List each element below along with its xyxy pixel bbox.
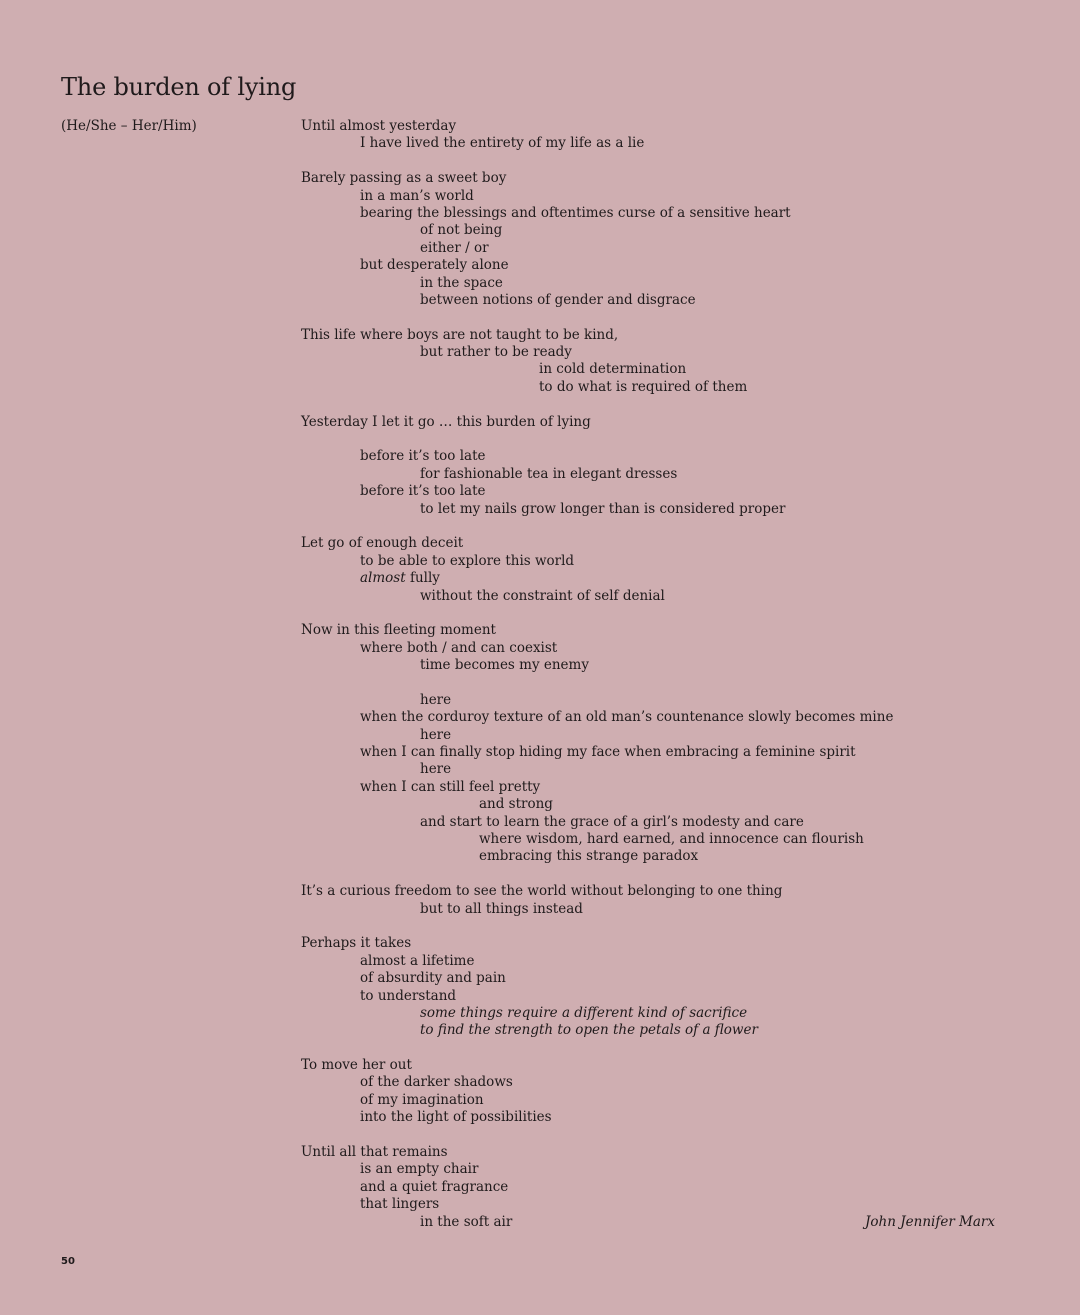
poem-subtitle: (He/She – Her/Him) [61, 118, 197, 134]
poem-line [301, 466, 1041, 483]
poem-line-text: Yesterday I let it go … this burden of lying [301, 413, 591, 430]
poem-line [301, 622, 1041, 639]
poem-line-text: Now in this fleeting moment [301, 622, 496, 639]
poem-line [301, 118, 1041, 135]
poem-body [301, 118, 1041, 1231]
poem-line-text: to understand [360, 987, 457, 1004]
stanza-break [301, 396, 1041, 413]
poem-line-text: here [420, 761, 452, 778]
stanza-break [301, 918, 1041, 935]
poem-line [301, 275, 1041, 292]
poem-line [301, 379, 1041, 396]
stanza-break [301, 675, 1041, 692]
poem-line-text: when the corduroy texture of an old man’s countenance slowly becomes mine [360, 709, 894, 726]
poem-line-text: in a man’s world [360, 187, 474, 204]
poem-line [301, 292, 1041, 309]
poem-line-text: and a quiet fragrance [360, 1178, 509, 1195]
poem-title: The burden of lying [61, 73, 297, 101]
poem-line [301, 501, 1041, 518]
stanza-break [301, 518, 1041, 535]
poem-line-text: for fashionable tea in elegant dresses [420, 465, 678, 482]
poem-line [301, 901, 1041, 918]
poem-line-text: and start to learn the grace of a girl’s modesty and care [420, 813, 804, 830]
poem-line-text: into the light of possibilities [360, 1109, 552, 1126]
poem-line-text: but desperately alone [360, 257, 509, 274]
poem-line [301, 831, 1041, 848]
poem-line [301, 205, 1041, 222]
poem-line-text: To move her out [301, 1057, 412, 1074]
poem-line [301, 414, 1041, 431]
stanza-break [301, 1127, 1041, 1144]
poem-line-text: Let go of enough deceit [301, 535, 464, 552]
poem-line [301, 222, 1041, 239]
poem-line [301, 483, 1041, 500]
poem-line [301, 257, 1041, 274]
poem-line [301, 553, 1041, 570]
poem-line [301, 1109, 1041, 1126]
poem-line-text: but rather to be ready [420, 344, 572, 361]
poem-line-text: to find the strength to open the petals of a flower [420, 1022, 758, 1039]
poem-line-text: when I can finally stop hiding my face when embracing a feminine spirit [360, 744, 856, 761]
poem-line-text: between notions of gender and disgrace [420, 291, 696, 308]
poem-line [301, 1144, 1041, 1161]
poem-line [301, 344, 1041, 361]
poem-line [301, 988, 1041, 1005]
poem-line-text: to let my nails grow longer than is considered proper [420, 500, 786, 517]
poem-line-text: to be able to explore this world [360, 552, 575, 569]
poem-line-text: time becomes my enemy [420, 657, 589, 674]
stanza-break [301, 1040, 1041, 1057]
poem-line-text: of absurdity and pain [360, 970, 506, 987]
poem-line-text: that lingers [360, 1196, 440, 1213]
stanza-break [301, 866, 1041, 883]
poem-line-text: some things require a different kind of sacrifice [420, 1004, 748, 1021]
poem-line [301, 1005, 1041, 1022]
poem-line [301, 1161, 1041, 1178]
poem-line [301, 657, 1041, 674]
poem-line [301, 935, 1041, 952]
poem-line-text: Until almost yesterday [301, 118, 457, 134]
poem-line [301, 744, 1041, 761]
poem-line-text: embracing this strange paradox [479, 848, 699, 865]
poem-line-text: of not being [420, 222, 503, 239]
poem-line [301, 1057, 1041, 1074]
poem-line [301, 1196, 1041, 1213]
poem-line [301, 240, 1041, 257]
poem-line-text: before it’s too late [360, 448, 486, 465]
poem-line [301, 1074, 1041, 1091]
poem-line [301, 761, 1041, 778]
poem-line-text: bearing the blessings and oftentimes curse of a sensitive heart [360, 204, 791, 221]
poem-line [301, 692, 1041, 709]
poem-line [301, 883, 1041, 900]
poem-line [301, 135, 1041, 152]
poem-line [301, 327, 1041, 344]
poem-line [301, 570, 1041, 587]
author-signature: John Jennifer Marx [865, 1214, 995, 1230]
poem-line-text: fully [409, 570, 440, 587]
stanza-break [301, 153, 1041, 170]
poem-line [301, 1022, 1041, 1039]
poem-line-text: to do what is required of them [539, 378, 748, 395]
poem-line-text: and strong [479, 796, 553, 813]
page-number: 50 [61, 1256, 75, 1267]
poem-line [301, 814, 1041, 831]
stanza-break [301, 309, 1041, 326]
stanza-break [301, 431, 1041, 448]
poem-line-text: Until all that remains [301, 1144, 448, 1161]
poem-line [301, 970, 1041, 987]
poem-line-text: where wisdom, hard earned, and innocence can flourish [479, 831, 864, 848]
poem-line [301, 796, 1041, 813]
poem-line [301, 848, 1041, 865]
poem-line-text: here [420, 726, 452, 743]
poem-line [301, 535, 1041, 552]
poem-line-text: Barely passing as a sweet boy [301, 170, 507, 187]
poem-line [301, 709, 1041, 726]
poem-line-text: is an empty chair [360, 1161, 479, 1178]
poem-line [301, 361, 1041, 378]
poem-line [301, 953, 1041, 970]
poem-line [301, 188, 1041, 205]
poem-line [301, 448, 1041, 465]
poem-line [301, 1092, 1041, 1109]
poem-line-text: in the soft air [420, 1213, 513, 1230]
poem-line-text: when I can still feel pretty [360, 778, 541, 795]
poem-line [301, 1179, 1041, 1196]
poem-line-text: of my imagination [360, 1091, 484, 1108]
poem-line [301, 779, 1041, 796]
poem-line-text: where both / and can coexist [360, 639, 558, 656]
poem-line [301, 170, 1041, 187]
poem-line-text: in the space [420, 274, 503, 291]
poem-line-text: I have lived the entirety of my life as a lie [360, 135, 645, 152]
stanza-break [301, 605, 1041, 622]
poem-line-text: It’s a curious freedom to see the world without belonging to one thing [301, 883, 783, 900]
poem-line-text: This life where boys are not taught to be kind, [301, 326, 619, 343]
poem-line-italic: almost [360, 570, 406, 587]
poem-line-text: without the constraint of self denial [420, 587, 665, 604]
poem-line-text: either / or [420, 239, 489, 256]
poem-line-text: of the darker shadows [360, 1074, 513, 1091]
poem-line-text: in cold determination [539, 361, 687, 378]
poem-line [301, 727, 1041, 744]
poem-line-text: before it’s too late [360, 483, 486, 500]
poem-line-text: almost a lifetime [360, 952, 475, 969]
poem-line-text: Perhaps it takes [301, 935, 412, 952]
poem-line [301, 640, 1041, 657]
poem-line-text: but to all things instead [420, 900, 583, 917]
poem-line-text: here [420, 691, 452, 708]
poem-line [301, 588, 1041, 605]
